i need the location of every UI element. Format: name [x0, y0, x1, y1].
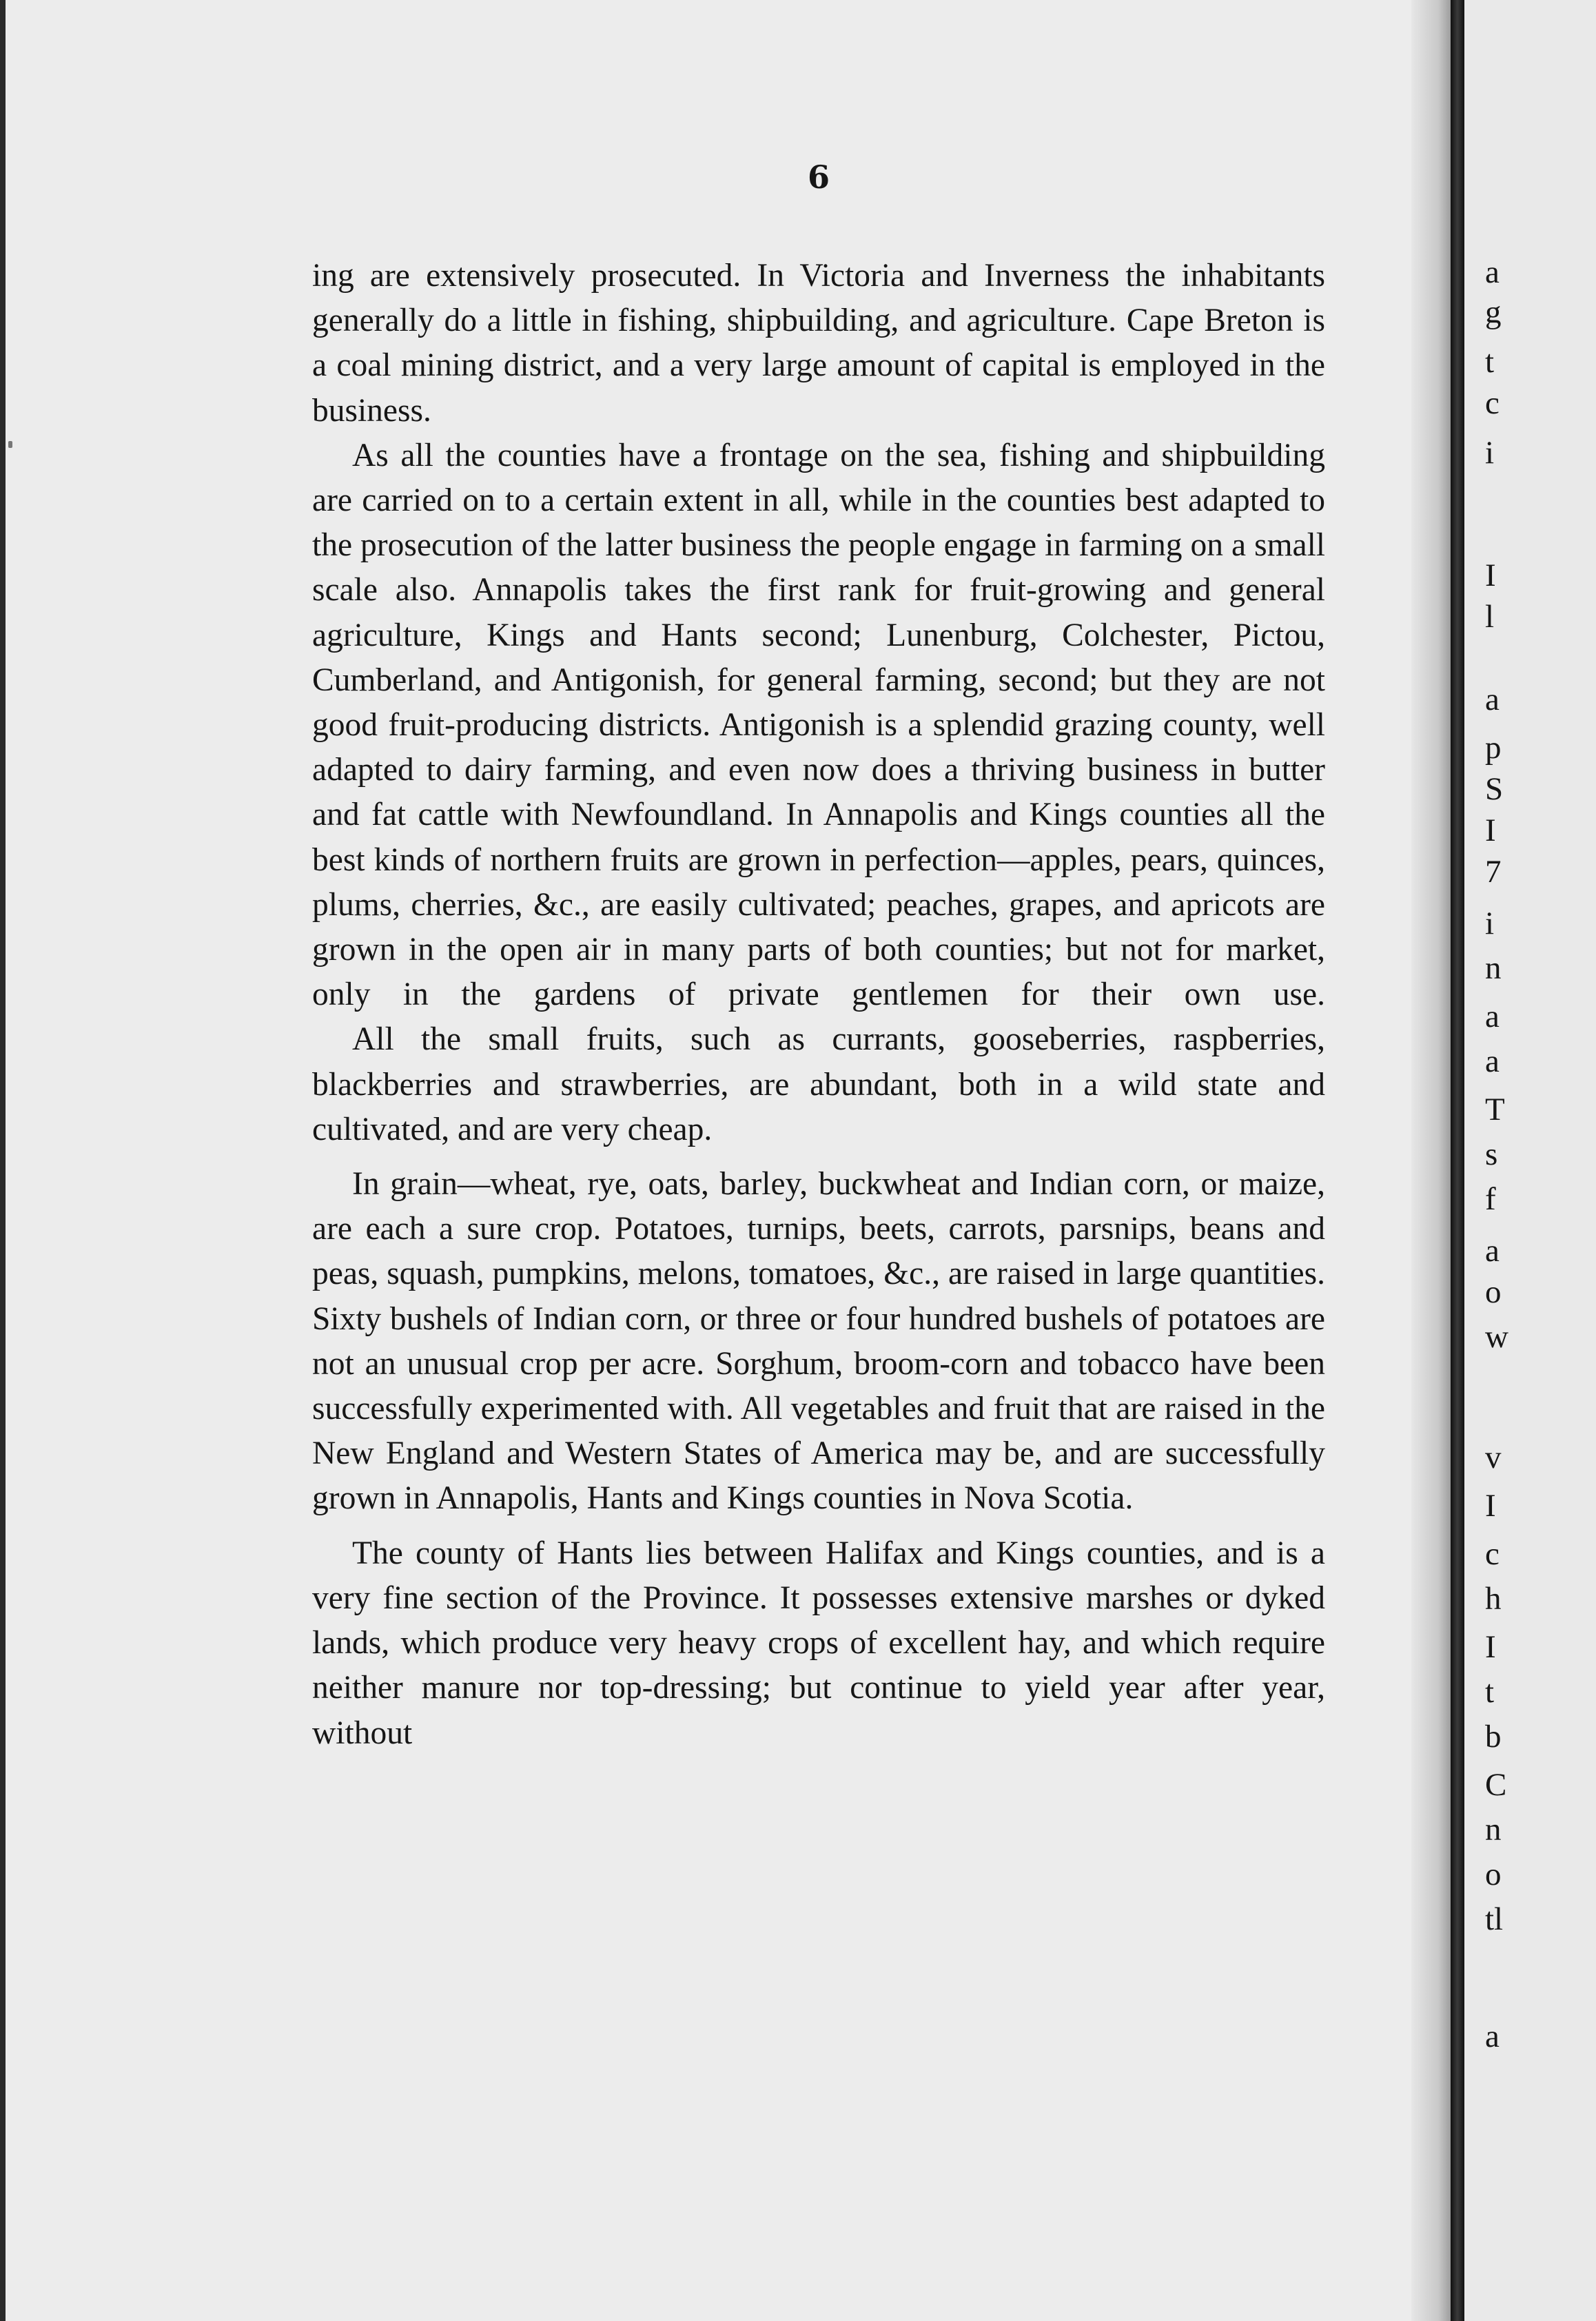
edge-letter: a [1485, 2018, 1500, 2054]
paragraph-3: All the small fruits, such as currants, gooseberries, raspberries, blackberries and strawberries, are abundant, both in a wild state and cultivated, and are very cheap. [312, 1021, 1325, 1147]
edge-letter: I [1485, 1488, 1496, 1524]
edge-letter: g [1485, 294, 1502, 330]
edge-letter: I [1485, 812, 1496, 848]
edge-letter: 7 [1485, 854, 1502, 890]
edge-letter: tl [1485, 1901, 1504, 1937]
page-number: 6 [807, 159, 830, 196]
edge-letter: a [1485, 1043, 1500, 1079]
paragraph-5: The county of Hants lies between Halifax and Kings counties, and is a very fine section of the Province. It possesses extensive marshes or dyked lands, which produce very heavy crops of excellent hay, and which require neither manure nor top-dressing; but continue to yield year after year, without [312, 1535, 1325, 1751]
edge-letter: C [1485, 1767, 1507, 1803]
facing-page [1464, 0, 1596, 2321]
body-text [312, 254, 1325, 1756]
edge-letter: o [1485, 1274, 1502, 1310]
edge-letter: T [1485, 1092, 1505, 1127]
gutter-shadow [1411, 0, 1456, 2321]
edge-letter: I [1485, 1629, 1496, 1665]
edge-letter: p [1485, 730, 1502, 766]
edge-letter: t [1485, 344, 1495, 380]
edge-letter: t [1485, 1674, 1495, 1710]
edge-letter: a [1485, 999, 1500, 1034]
edge-letter: a [1485, 254, 1500, 290]
edge-letter: v [1485, 1440, 1502, 1475]
paragraph-1: ing are extensively prosecuted. In Victoria and Inverness the inhabitants generally do a little in fishing, shipbuilding, and agriculture. Cape Breton is a coal mining district, and a very large amount of capital is employed in the business. [312, 258, 1325, 429]
edge-letter: s [1485, 1136, 1498, 1172]
edge-letter: h [1485, 1581, 1502, 1617]
edge-letter: f [1485, 1181, 1496, 1217]
edge-letter: n [1485, 1812, 1502, 1848]
edge-letter: b [1485, 1719, 1502, 1755]
edge-letter: c [1485, 385, 1500, 421]
edge-letter: c [1485, 1536, 1500, 1572]
edge-letter: w [1485, 1319, 1508, 1355]
edge-letter: I [1485, 558, 1496, 593]
paragraph-2: As all the counties have a frontage on the sea, fishing and shipbuilding are carried on to a certain extent in all, while in the counties best adapted to the prosecution of the latter business the people engage in farming on a small scale also. Annapolis takes the first rank for fruit-growing and general agriculture, Kings and Hants second; Lunenburg, Colchester, Pictou, Cumberland, and Antigonish, for general farming, second; but they are not good fruit-producing districts. Antigonish is a splendid grazing county, well adapted to dairy farming, and even now does a thriving business in butter and fat cattle with Newfoundland. In Annapolis and Kings counties all the best kinds of northern fruits are grown in perfection—apples, pears, quinces, plums, cherries, &c., are easily cultivated; peaches, grapes, and apricots are grown in the open air in many parts of both counties; but not for market, only in the gardens of private gentlemen for their own use. [312, 437, 1325, 1013]
scan-speck [8, 441, 12, 448]
edge-letter: a [1485, 1233, 1500, 1269]
edge-letter: i [1485, 435, 1495, 471]
paragraph-4: In grain—wheat, rye, oats, barley, buckwheat and Indian corn, or maize, are each a sure crop. Potatoes, turnips, beets, carrots, parsnips, beans and peas, squash, pumpkins, melons, tomatoes, &c., are raised in large quantities. Sixty bushels of Indian corn, or three or four hundred bushels of potatoes are not an unusual crop per acre. Sorghum, broom-corn and tobacco have been successfully experimented with. All vegetables and fruit that are raised in the New England and Western States of America may be, and are successfully grown in Annapolis, Hants and Kings counties in Nova Scotia. [312, 1166, 1325, 1517]
edge-letter: l [1485, 599, 1495, 635]
edge-letter: i [1485, 906, 1495, 941]
edge-letter: a [1485, 682, 1500, 717]
edge-letter: n [1485, 950, 1502, 986]
edge-letter: o [1485, 1857, 1502, 1892]
edge-letter: S [1485, 771, 1504, 807]
book-binding [1451, 0, 1464, 2321]
